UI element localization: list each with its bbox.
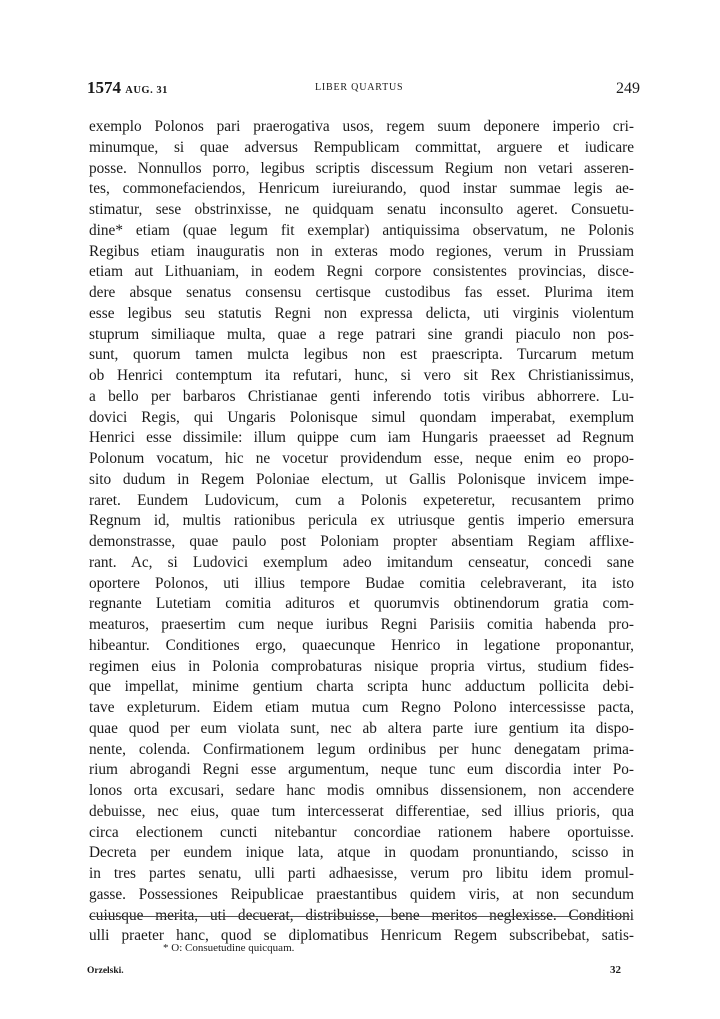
text-line: cuiusque merita, uti decuerat, distribuisse, bene meritos neglexisse. Conditioni	[89, 906, 634, 924]
book-title: LIBER QUARTUS	[315, 82, 404, 93]
text-line: esse legibus seu statutis Regni non expressa delicta, uti virginis violentum	[89, 304, 634, 322]
text-line: meaturos, praesertim cum neque iuribus Regni Parisiis comitia habenda pro-	[89, 616, 634, 633]
printer-signature: Orzelski.	[87, 966, 124, 976]
text-line: rant. Ac, si Ludovici exemplum adeo imitandum censeatur, concedi sane	[89, 553, 634, 571]
text-line: lonos orta excusari, sedare hanc modis omnibus dissensionem, non accendere	[89, 782, 634, 799]
body-text	[89, 117, 634, 947]
text-line: dere absque senatus consensu certisque custodibus fas esset. Plurima item	[89, 284, 634, 301]
text-line: Regibus etiam inauguratis non in exteras modo regiones, verum in Prussiam	[89, 242, 634, 260]
footnote-rule	[89, 916, 630, 917]
text-line: sito dudum in Regem Poloniae electum, ut Gallis Polonisque invicem impe-	[89, 470, 634, 488]
text-line: Regnum id, multis rationibus pericula ex utriusque gentis imperio emersura	[89, 512, 634, 530]
year: 1574	[87, 78, 121, 97]
text-line: a bello per barbaros Christianae genti inferendo totis viribus abhorrere. Lu-	[89, 387, 634, 405]
text-line: gasse. Possessiones Reipublicae praestantibus quidem viris, at non secundum	[89, 885, 634, 903]
text-line: circa electionem cuncti nitebantur concordiae rationem habere oportuisse.	[89, 823, 634, 841]
text-line: tes, commonefaciendos, Henricum iureiurando, quod instar summae legis ae-	[89, 180, 634, 198]
text-line: regimen eius in Polonia comprobaturas nisique propria virtus, studium fides-	[89, 657, 634, 675]
text-line: minumque, si quae adversus Rempublicam committat, arguere et iudicare	[89, 138, 634, 156]
text-line: que impellat, minime gentium charta scripta hunc adductum pollicita debi-	[89, 678, 634, 696]
text-line: ulli praeter hanc, quod se diplomatibus Henricum Regem subscribebat, satis-	[89, 927, 634, 945]
text-line: rium abrogandi Regni esse argumentum, neque tunc eum discordia inter Po-	[89, 761, 634, 779]
text-line: Polonum vocatum, hic ne vocetur providendum esse, neque enim eo propo-	[89, 450, 634, 467]
text-line: etiam aut Lithuaniam, in eodem Regni corpore consistentes provincias, disce-	[89, 263, 634, 281]
month-day: AUG. 31	[125, 85, 168, 96]
text-line: regnante Lutetiam comitia adituros et quorumvis obtinendorum gratia com-	[89, 595, 634, 613]
text-line: hibeantur. Conditiones ergo, quaecunque Henrico in legatione proponantur,	[89, 636, 634, 654]
running-head-date	[87, 78, 168, 98]
text-line: sunt, quorum tamen mulcta legibus non est praescripta. Turcarum metum	[89, 346, 634, 364]
footnote: * O: Consuetudine quicquam.	[163, 942, 295, 954]
text-line: dovici Regis, qui Ungaris Polonisque simul quondam imperabat, exemplum	[89, 408, 634, 426]
text-line: stimatur, sese obstrinxisse, ne quidquam senatu inconsulto ageret. Consuetu-	[89, 201, 634, 218]
text-line: Decreta per eundem inique lata, atque in quodam pronuntiando, scisso in	[89, 844, 634, 862]
page-number: 249	[616, 80, 640, 97]
text-line: ob Henrici contemptum ita refutari, hunc, si vero sit Rex Christianissimus,	[89, 367, 634, 384]
text-line: quae quod per eum violata sunt, nec ab altera parte iure gentium ita dispo-	[89, 719, 634, 737]
text-line: raret. Eundem Ludovicum, cum a Polonis expeteretur, recusantem primo	[89, 491, 634, 509]
text-line: in tres partes senatu, ulli parti adhaesisse, verum pro libitu idem promul-	[89, 865, 634, 882]
text-line: oportere Polonos, uti illius tempore Budae comitia celebraverant, ita isto	[89, 574, 634, 592]
text-line: posse. Nonnullos porro, legibus scriptis discessum Regium non vetari asseren-	[89, 159, 634, 177]
sheet-number: 32	[610, 964, 621, 976]
text-line: stuprum similiaque multa, quae a rege patrari sine grandi piaculo non pos-	[89, 325, 634, 343]
text-line: exemplo Polonos pari praerogativa usos, regem suum deponere imperio cri-	[89, 118, 634, 135]
text-line: debuisse, nec eius, quae tum intercesserat differentiae, sed illius prioris, qua	[89, 802, 634, 820]
text-line: demonstrasse, quae paulo post Poloniam propter absentiam Regiam afflixe-	[89, 533, 634, 550]
running-head	[87, 78, 640, 100]
text-line: nente, colenda. Confirmationem legum ordinibus per hunc denegatam prima-	[89, 740, 634, 758]
text-line: dine* etiam (quae legum fit exemplar) antiquissima observatum, ne Polonis	[89, 221, 634, 239]
text-line: Henrici esse dissimile: illum quippe cum iam Hungaris praeesset ad Regnum	[89, 429, 634, 447]
text-line: tave expleturum. Eidem etiam mutua cum Regno Polono intercessisse pacta,	[89, 699, 634, 716]
